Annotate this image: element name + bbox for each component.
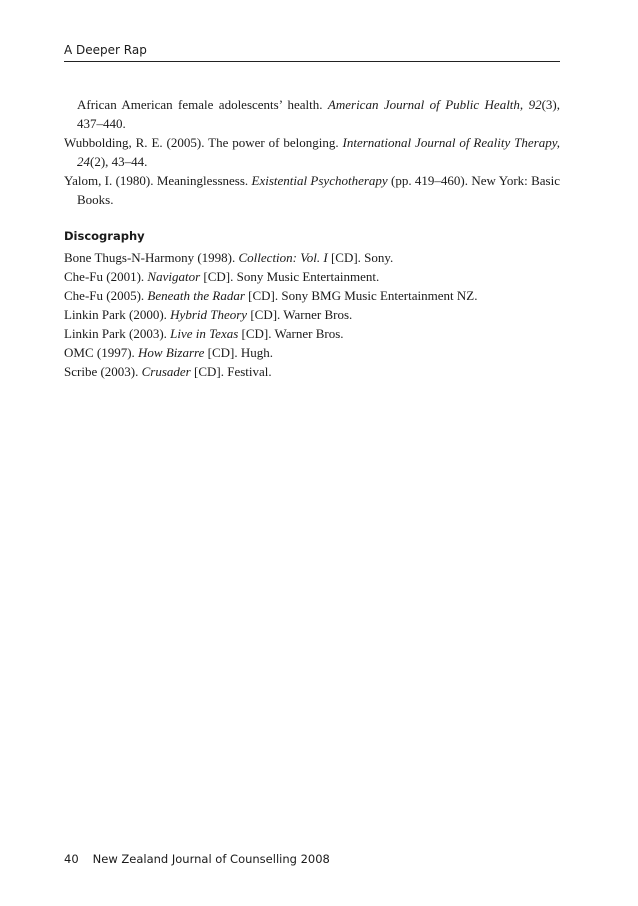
album-title: Crusader — [141, 364, 191, 379]
reference-text: African American female adolescents’ health. — [77, 97, 328, 112]
discography-entry — [64, 267, 560, 286]
discography-text: [CD]. Warner Bros. — [247, 307, 353, 322]
discography-text: [CD]. Warner Bros. — [238, 326, 344, 341]
reference-entry — [64, 95, 560, 133]
reference-text: (pp. 419–460). New York: Basic Books. — [77, 173, 560, 207]
journal-name: New Zealand Journal of Counselling 2008 — [92, 852, 330, 866]
reference-text: (3), 437–440. — [77, 97, 560, 131]
album-title: Collection: Vol. I — [238, 250, 328, 265]
reference-text: (2), 43–44. — [90, 154, 148, 169]
discography-text: [CD]. Festival. — [190, 364, 272, 379]
discography-text: [CD]. Sony BMG Music Entertainment NZ. — [244, 288, 478, 303]
discography-entry — [64, 305, 560, 324]
running-title: A Deeper Rap — [64, 43, 147, 57]
discography-text: Scribe (2003). — [64, 364, 142, 379]
discography-text: Linkin Park (2000). — [64, 307, 171, 322]
section-heading: Discography — [64, 229, 145, 243]
discography-entry — [64, 286, 560, 305]
discography-entry — [64, 343, 560, 362]
reference-text: Wubbolding, R. E. (2005). The power of belonging. — [64, 135, 343, 150]
discography-entry — [64, 248, 560, 267]
album-title: How Bizarre — [138, 345, 205, 360]
discography-entry — [64, 362, 560, 381]
reference-source: American Journal of Public Health, 92 — [327, 97, 542, 112]
discography-text: Linkin Park (2003). — [64, 326, 171, 341]
reference-text: Yalom, I. (1980). Meaninglessness. — [64, 173, 252, 188]
album-title: Live in Texas — [170, 326, 239, 341]
discography-text: OMC (1997). — [64, 345, 139, 360]
discography-text: Che-Fu (2001). — [64, 269, 148, 284]
page-number: 40 — [64, 852, 79, 866]
discography-entry — [64, 324, 560, 343]
discography-text: [CD]. Sony Music Entertainment. — [200, 269, 380, 284]
album-title: Hybrid Theory — [170, 307, 248, 322]
running-header — [64, 40, 560, 62]
album-title: Beneath the Radar — [147, 288, 245, 303]
reference-source: International Journal of Reality Therapy, 24 — [77, 135, 560, 169]
reference-source: Existential Psychotherapy — [251, 173, 388, 188]
reference-entry — [64, 133, 560, 171]
discography-text: Bone Thugs-N-Harmony (1998). — [64, 250, 239, 265]
page-footer — [64, 851, 330, 867]
discography-text: [CD]. Hugh. — [204, 345, 273, 360]
discography-text: Che-Fu (2005). — [64, 288, 148, 303]
discography-text: [CD]. Sony. — [327, 250, 394, 265]
page-body — [64, 95, 560, 381]
reference-entry — [64, 171, 560, 209]
album-title: Navigator — [147, 269, 201, 284]
